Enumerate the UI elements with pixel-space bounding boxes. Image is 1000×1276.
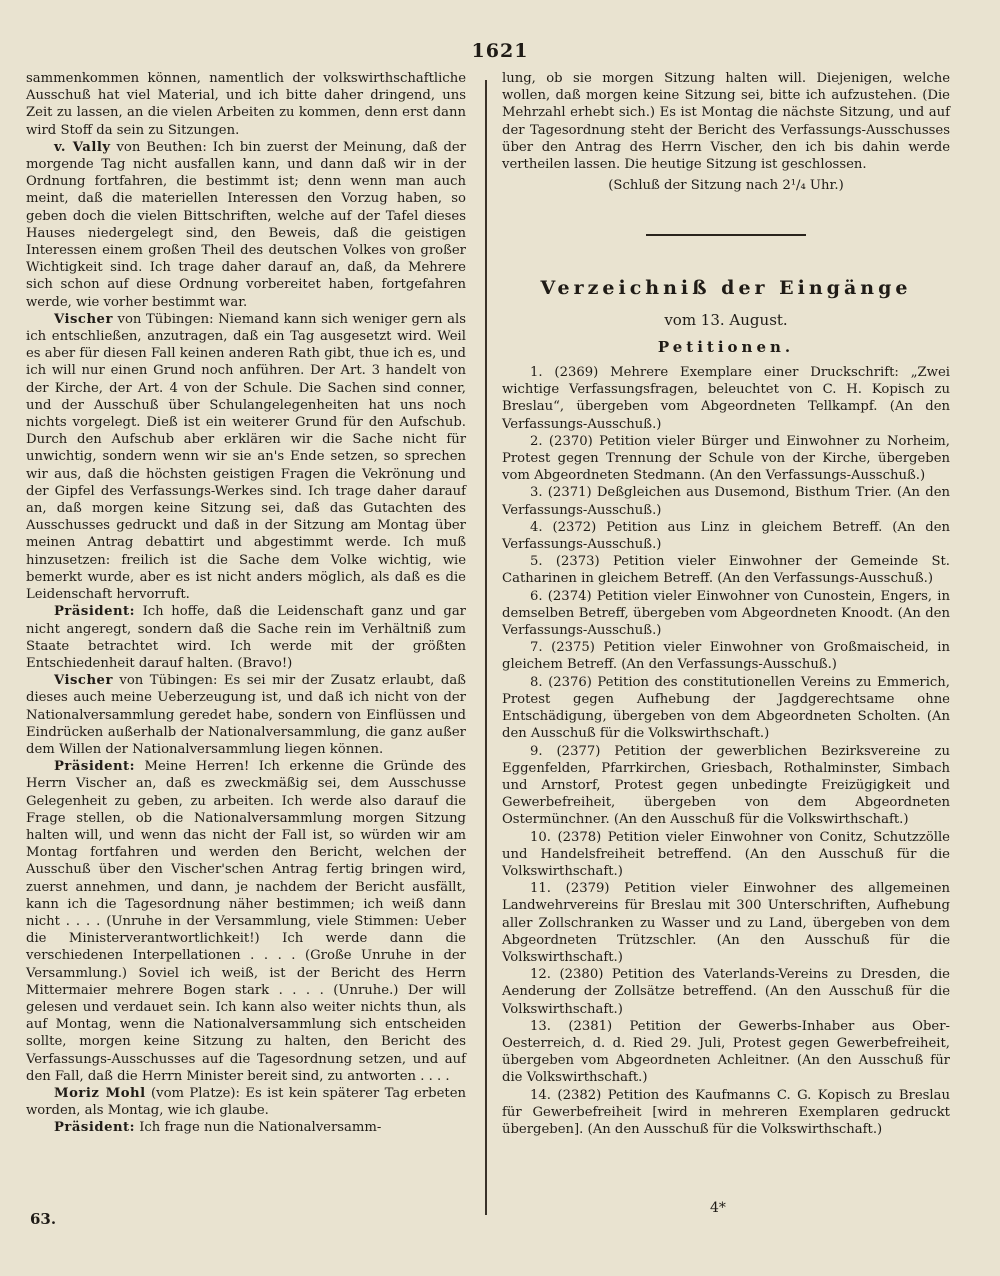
petition-entry: 12. (2380) Petition des Vaterlands-Vereins zu Dresden, die Aenderung der Zollsätze betreffend. (An den Ausschuß für die Volkswirthschaft.) [502, 967, 950, 1017]
column-divider [485, 80, 487, 1215]
speech-paragraph [26, 1119, 466, 1136]
speaker-name: Moriz Mohl [54, 1085, 146, 1101]
speaker-name: Präsident: [54, 759, 136, 775]
petition-entry: 2. (2370) Petition vieler Bürger und Einwohner zu Norheim, Protest gegen Trennung der Schule von der Kirche, übergeben vom Abgeordneten Stedmann. (An den Verfassungs-Ausschuß.) [502, 433, 950, 484]
petition-entry: 14. (2382) Petition des Kaufmanns C. G. Kopisch zu Breslau für Gewerbefreiheit [wird in mehreren Exemplaren gedruckt übergeben]. (An den Ausschuß für die Volkswirthschaft.) [502, 1087, 950, 1137]
speech-text: Ich frage nun die Nationalversamm- [135, 1120, 382, 1136]
signature-mark-left: 63. [30, 1210, 57, 1228]
signature-mark-right: 4* [710, 1200, 726, 1216]
petition-entry: 11. (2379) Petition vieler Einwohner des allgemeinen Landwehrvereins für Breslau mit 300 Unterschriften, Aufhebung aller Zollschranken zu Wasser und zu Land, übergeben von dem Abgeordneten Trützschler. (An den Ausschuß für die Volkswirthschaft.) [502, 881, 950, 965]
petition-entry: 13. (2381) Petition der Gewerbs-Inhaber aus Ober-Oesterreich, d. d. Ried 29. Juli, Protest gegen Gewerbefreiheit, übergeben vom Abgeordneten Achleitner. (An den Ausschuß für die Volkswirthschaft.) [502, 1018, 950, 1086]
session-closing-text: lung, ob sie morgen Sitzung halten will. Diejenigen, welche wollen, daß morgen keine Sitzung sei, bitte ich aufzustehen. (Die Mehrzahl erhebt sich.) Es ist Montag die nächste Sitzung, und auf der Tagesordnung steht der Bericht des Verfassungs-Ausschusses über den Antrag des Herrn Vischer, den ich bis dahin werde vertheilen lassen. Die heutige Sitzung ist geschlossen. [502, 71, 950, 173]
petition-entry: 1. (2369) Mehrere Exemplare einer Druckschrift: „Zwei wichtige Verfassungsfragen, beleuchtet von C. H. Kopisch zu Breslau“, übergeben vom Abgeordneten Tellkampf. (An den Verfassungs-Ausschuß.) [502, 365, 950, 432]
closing-note: (Schluß der Sitzung nach 2¹/₄ Uhr.) [608, 178, 844, 194]
page-number: 1621 [471, 40, 529, 62]
register-date: vom 13. August. [664, 310, 788, 329]
speaker-name: v. Vally [54, 139, 111, 155]
speech-paragraph [26, 758, 466, 1085]
paragraph: sammenkommen können, namentlich der volkswirthschaftliche Ausschuß hat viel Material, und ich bitte daher dringend, uns Zeit zu lassen, an die vielen Arbeiten zu kommen, denn erst dann wird Stoff da sein zu Sitzungen. [26, 71, 466, 138]
speech-text: von Beuthen: Ich bin zuerst der Meinung, daß der morgende Tag nicht ausfallen kann, und dann daß wir in der Ordnung fortfahren, die bestimmt ist; denn wenn man auch meint, daß die materiellen Interessen den Vorzug haben, so geben doch die vielen Bittschriften, welche auf der Tafel dieses Hauses niedergelegt sind, den Beweis, daß die geistigen Interessen einem großen Theil des deutschen Volkes von großer Wichtigkeit sind. Ich trage daher darauf an, daß, da Mehrere sich schon auf diese Ordnung vorbereitet haben, fortgefahren werde, wie vorher bestimmt war. [26, 139, 467, 310]
petition-list [502, 364, 950, 1138]
section-heading: Petitionen. [657, 337, 795, 356]
speech-paragraph [26, 139, 466, 311]
speaker-name: Präsident: [54, 604, 136, 620]
petition-entry: 10. (2378) Petition vieler Einwohner von Conitz, Schutzzölle und Handelsfreiheit betreffend. (An den Ausschuß für die Volkswirthschaft.) [502, 829, 950, 879]
speech-paragraph [26, 672, 466, 758]
left-column [26, 70, 466, 1137]
section-separator [646, 234, 806, 236]
speaker-name: Präsident: [54, 1120, 136, 1136]
petition-entry: 8. (2376) Petition des constitutionellen Vereins zu Emmerich, Protest gegen Aufhebung der Jagdgerechtsame ohne Entschädigung, übergeben von dem Abgeordneten Scholten. (An den Ausschuß für die Volkswirthschaft.) [502, 674, 950, 742]
speech-paragraph [26, 311, 466, 603]
right-column [502, 70, 950, 1138]
speech-paragraph [26, 1085, 466, 1119]
petition-entry: 7. (2375) Petition vieler Einwohner von Großmaischeid, in gleichem Betreff. (An den Verfassungs-Ausschuß.) [502, 640, 950, 673]
speech-text: von Tübingen: Es sei mir der Zusatz erlaubt, daß dieses auch meine Ueberzeugung ist, und daß ich nicht von der Nationalversammlung geredet habe, sondern von Einflüssen und Eindrücken außerhalb der Nationalversammlung, die ganz außer dem Willen der Nationalversammlung liegen können. [26, 673, 466, 757]
petition-entry: 3. (2371) Deßgleichen aus Dusemond, Bisthum Trier. (An den Verfassungs-Ausschuß.) [502, 485, 950, 518]
speech-text: von Tübingen: Niemand kann sich weniger gern als ich entschließen, anzutragen, daß ein Tag ausgesetzt wird. Weil es aber für diesen Fall keinen anderen Rath gibt, thue ich es, und ich will nur einen Grund noch anführen. Der Art. 3 handelt von der Kirche, der Art. 4 von der Schule. Die Sachen sind conner, und der Ausschuß über Schulangelegenheiten hat uns noch nichts vorgelegt. Dieß ist ein weiterer Grund für den Aufschub. Durch den Aufschub aber erklären wir die Sache nicht für unwichtig, sondern wenn wir sie an's Ende setzen, so sprechen wir aus, daß die höchsten geistigen Fragen die Vekrönung und der Gipfel des Verfassungs-Werkes sind. Ich trage daher darauf an, daß morgen keine Sitzung sei, daß das Gutachten des Ausschusses gedruckt und daß in der Sitzung am Montag über meinen Antrag debattirt und abgestimmt werde. Ich muß hinzusetzen: freilich ist die Sache dem Volke wichtig, wie bemerkt wurde, aber es ist nicht anders möglich, als daß es die Leidenschaft hervorruft. [26, 311, 466, 603]
petition-entry: 6. (2374) Petition vieler Einwohner von Cunostein, Engers, in demselben Betreff, übergeben vom Abgeordneten Knoodt. (An den Verfassungs-Ausschuß.) [502, 588, 950, 639]
speaker-name: Vischer [54, 673, 113, 689]
speech-paragraph [26, 603, 466, 672]
petition-entry: 4. (2372) Petition aus Linz in gleichem Betreff. (An den Verfassungs-Ausschuß.) [502, 519, 950, 553]
speech-text: (vom Platze): Es ist kein späterer Tag erbeten worden, als Montag, wie ich glaube. [26, 1085, 466, 1119]
petition-entry: 5. (2373) Petition vieler Einwohner der Gemeinde St. Catharinen in gleichem Betreff. (An den Verfassungs-Ausschuß.) [502, 554, 950, 587]
petition-entry: 9. (2377) Petition der gewerblichen Bezirksvereine zu Eggenfelden, Pfarrkirchen, Griesbach, Rothalminster, Simbach und Arnstorf, Protest gegen unbedingte Freizügigkeit und Gewerbefreiheit, übergeben von dem Abgeordneten Ostermünchner. (An den Ausschuß für die Volkswirthschaft.) [502, 743, 950, 828]
speech-text: Meine Herren! Ich erkenne die Gründe des Herrn Vischer an, daß es zweckmäßig sei, dem Ausschusse Gelegenheit zu geben, zu arbeiten. Ich werde also darauf die Frage stellen, ob die Nationalversammlung morgen Sitzung halten will, und wenn das nicht der Fall ist, so würden wir am Montag fortfahren und werden den Bericht, welchen der Ausschuß über den Vischer'schen Antrag fertig bringen wird, zuerst annehmen, und dann, je nachdem der Bericht ausfällt, kann ich die Tagesordnung näher bestimmen; ich weiß dann nicht . . . . (Unruhe in der Versammlung, viele Stimmen: Ueber die Ministerverantwortlichkeit!) Ich werde dann die verschiedenen Interpellationen . . . . (Große Unruhe in der Versammlung.) Soviel ich weiß, ist der Bericht des Herrn Mittermaier mehrere Bogen stark . . . . (Unruhe.) Der will gelesen und verdauet sein. Ich kann also weiter nichts thun, als auf Montag, wenn die Nationalversammlung sich entscheiden sollte, morgen keine Sitzung zu halten, den Bericht des Verfassungs-Ausschusses auf die Tagesordnung setzen, und auf den Fall, daß die Herrn Minister bereit sind, zu antworten . . . . [26, 759, 466, 1084]
register-title: Verzeichniß der Eingänge [540, 277, 912, 300]
speaker-name: Vischer [54, 311, 113, 327]
speech-text: Ich hoffe, daß die Leidenschaft ganz und gar nicht angeregt, sondern daß die Sache rein im Verhältniß zum Staate betrachtet wird. Ich werde mit der größten Entschiedenheit darauf halten. (Bravo!) [26, 604, 466, 671]
